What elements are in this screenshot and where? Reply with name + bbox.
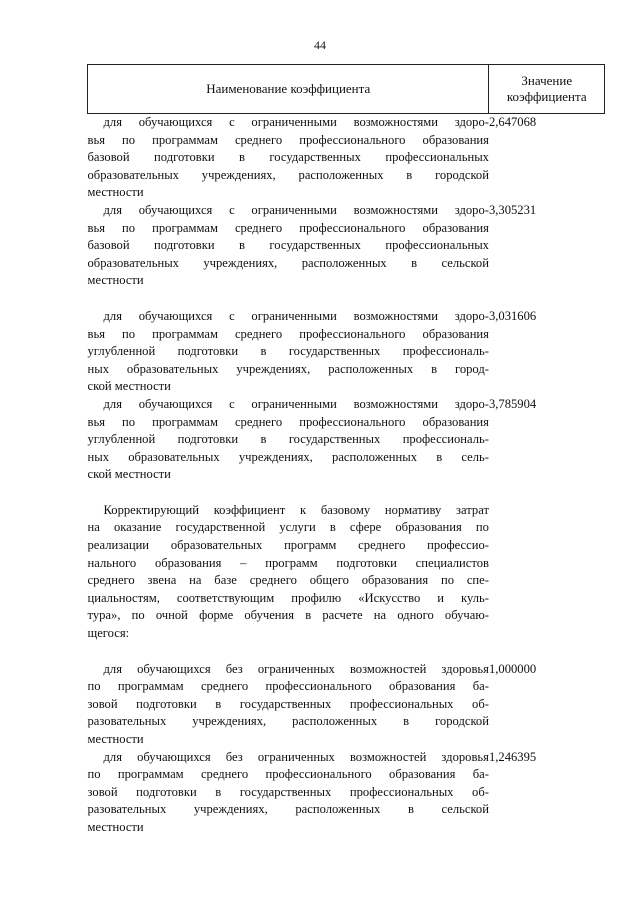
row-spacer xyxy=(88,643,605,661)
coefficient-name-line: вья по программам среднего профессионального образования xyxy=(87,326,489,341)
table-header-row xyxy=(88,65,605,114)
table-row xyxy=(88,202,605,290)
page-number: 44 xyxy=(314,38,326,52)
coefficient-name xyxy=(88,502,489,643)
coefficient-name-line: среднего звена на базе среднего общего образования по спе- xyxy=(87,573,489,588)
coefficient-name-line: базовой подготовки в государственных профессиональных xyxy=(87,238,489,253)
coefficient-value: 2,647068 xyxy=(488,115,537,129)
coefficient-name-line: Корректирующий коэффициент к базовому нормативу затрат xyxy=(103,502,489,517)
coefficient-name-line: для обучающихся без ограниченных возможностей здоровья xyxy=(103,749,489,764)
coefficient-name-line: зовой подготовки в государственных профессиональных об- xyxy=(87,784,489,799)
coefficient-name-line: углубленной подготовки в государственных профессиональ- xyxy=(87,344,489,359)
coefficient-value: 3,031606 xyxy=(488,308,537,323)
coefficient-name-line: для обучающихся с ограниченными возможностями здоро- xyxy=(103,396,489,411)
table-row xyxy=(88,308,605,396)
coefficient-name-line: реализации образовательных программ среднего профессио- xyxy=(87,538,489,553)
coefficient-name-line: вья по программам среднего профессионального образования xyxy=(87,414,489,429)
coefficient-name xyxy=(88,661,489,749)
table-row xyxy=(88,396,605,484)
coefficient-name xyxy=(88,396,489,484)
coefficient-name-line: образовательных учреждениях, расположенных в городской xyxy=(87,167,489,182)
coefficient-value: 3,785904 xyxy=(488,396,537,411)
coefficient-name xyxy=(88,114,489,202)
coefficient-name-line: зовой подготовки в государственных профессиональных об- xyxy=(87,696,489,711)
table-row xyxy=(88,502,605,643)
coefficient-name-line: местности xyxy=(87,819,144,834)
coefficient-name-line: для обучающихся без ограниченных возможностей здоровья xyxy=(103,661,489,676)
coefficient-name-line: вья по программам среднего профессионального образования xyxy=(87,132,489,147)
coefficient-name-line: углубленной подготовки в государственных профессиональ- xyxy=(87,432,489,447)
coefficient-name-line: местности xyxy=(87,185,144,200)
coefficient-name xyxy=(88,202,489,290)
coefficient-name-line: базовой подготовки в государственных профессиональных xyxy=(87,150,489,165)
coefficient-name-line: циальностям, соответствующим профилю «Искусство и куль- xyxy=(87,590,489,605)
coefficient-name xyxy=(88,308,489,396)
coefficient-name-line: нального образования – программ подготовки специалистов xyxy=(87,555,489,570)
coefficient-name-line: образовательных учреждениях, расположенных в сельской xyxy=(87,255,489,270)
coefficient-value: 3,305231 xyxy=(488,202,537,217)
table-row xyxy=(88,661,605,749)
header-name-column: Наименование коэффициента xyxy=(88,65,489,114)
coefficient-name-line: местности xyxy=(87,732,144,746)
coefficient-name-line: ской местности xyxy=(87,467,171,482)
coefficient-name-line: щегося: xyxy=(87,626,130,641)
header-value-column xyxy=(489,65,605,114)
row-spacer xyxy=(88,484,605,502)
coefficient-table xyxy=(87,64,605,837)
coefficient-name-line: разовательных учреждениях, расположенных в городской xyxy=(87,714,489,729)
coefficient-name-line: для обучающихся с ограниченными возможностями здоро- xyxy=(103,202,489,217)
coefficient-name-line: для обучающихся с ограниченными возможностями здоро- xyxy=(103,115,489,129)
row-spacer xyxy=(88,290,605,308)
coefficient-name-line: тура», по очной форме обучения в расчете на одного обучаю- xyxy=(87,608,489,623)
coefficient-name-line: местности xyxy=(87,273,144,288)
coefficient-name-line: ных образовательных учреждениях, расположенных в сель- xyxy=(87,449,489,464)
coefficient-name-line: разовательных учреждениях, расположенных в сельской xyxy=(87,802,489,817)
coefficient-name-line: на оказание государственной услуги в сфере образования по xyxy=(87,520,489,535)
coefficient-name-line: для обучающихся с ограниченными возможностями здоро- xyxy=(103,308,489,323)
header-value-line1: Значение xyxy=(521,73,573,88)
coefficient-value: 1,000000 xyxy=(488,661,537,676)
coefficient-value xyxy=(489,502,605,643)
coefficient-name-line: ных образовательных учреждениях, расположенных в город- xyxy=(87,361,489,376)
table-row xyxy=(88,749,605,837)
header-value-line2: коэффициента xyxy=(506,89,587,104)
coefficient-value: 1,246395 xyxy=(488,749,537,764)
coefficient-name-line: вья по программам среднего профессионального образования xyxy=(87,220,489,235)
table-row xyxy=(88,114,605,202)
coefficient-name-line: ской местности xyxy=(87,379,171,394)
coefficient-name xyxy=(88,749,489,837)
coefficient-name-line: по программам среднего профессионального образования ба- xyxy=(87,679,489,694)
coefficient-name-line: по программам среднего профессионального образования ба- xyxy=(87,767,489,782)
